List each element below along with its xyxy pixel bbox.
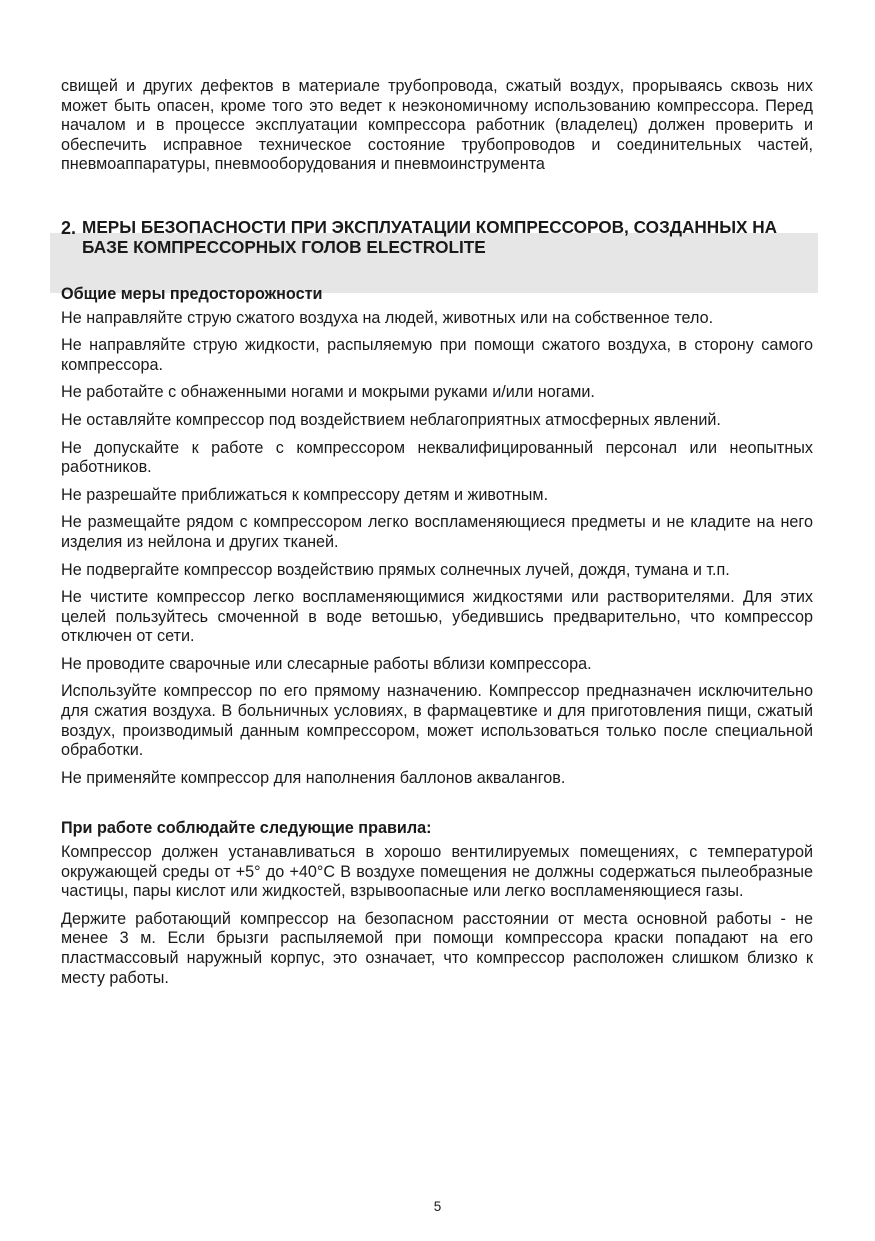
intro-paragraph: свищей и других дефектов в материале трубопровода, сжатый воздух, прорываясь сквозь них может быть опасен, кроме того это ведет к неэкономичному использованию компрессора. Перед началом и в процессе эксплуатации компрессора работник (владелец) должен проверить и обеспечить исправное техническое состояние трубопроводов и соединительных частей, пневмоаппаратуры, пневмооборудования и пневмоинструмента: [61, 77, 813, 174]
general-item: Не разрешайте приближаться к компрессору детям и животным.: [61, 485, 549, 504]
section-heading: [61, 204, 813, 258]
general-item: Используйте компрессор по его прямому назначению. Компрессор предназначен исключительно для сжатия воздуха. В больничных условиях, в фармацевтике и для приготовления пищи, сжатый воздух, производимый данным компрессором, может использоваться только после специальной обработки.: [61, 682, 813, 760]
general-item: Не работайте с обнаженными ногами и мокрыми руками и/или ногами.: [61, 383, 595, 402]
rules-item: Держите работающий компрессор на безопасном расстоянии от места основной работы - не менее 3 м. Если брызги распыляемой при помощи компрессора краски попадают на его пластмассовый наружный корпус, это означает, что компрессор расположен слишком близко к месту работы.: [61, 909, 813, 987]
general-item: Не допускайте к работе с компрессором неквалифицированный персонал или неопытных работников.: [61, 438, 813, 477]
general-item: Не чистите компрессор легко воспламеняющимися жидкостями или растворителями. Для этих целей пользуйтесь смоченной в воде ветошью, убедившись предварительно, что компрессор отключен от сети.: [61, 588, 813, 646]
general-precautions-heading: Общие меры предосторожности: [61, 284, 323, 303]
page-number: 5: [433, 1199, 442, 1214]
general-item: Не направляйте струю сжатого воздуха на людей, животных или на собственное тело.: [61, 308, 714, 327]
section-number: 2.: [61, 217, 77, 238]
general-item: Не размещайте рядом с компрессором легко воспламеняющиеся предметы и не кладите на него изделия из нейлона и других тканей.: [61, 513, 813, 551]
section-title: МЕРЫ БЕЗОПАСНОСТИ ПРИ ЭКСПЛУАТАЦИИ КОМПРЕССОРОВ, СОЗДАННЫХ НА БАЗЕ КОМПРЕССОРНЫХ ГОЛОВ ELECTROLITE: [82, 216, 778, 258]
operating-rules-heading: При работе соблюдайте следующие правила:: [61, 819, 432, 838]
rules-item: Компрессор должен устанавливаться в хорошо вентилируемых помещениях, с температурой окружающей среды от +5° до +40°С В воздухе помещения не должны содержаться пылеобразные частицы, пары кислот или жидкостей, взрывоопасные или легко воспламеняющиеся газы.: [61, 843, 813, 901]
general-item: Не подвергайте компрессор воздействию прямых солнечных лучей, дождя, тумана и т.п.: [61, 560, 730, 579]
general-item: Не применяйте компрессор для наполнения баллонов аквалангов.: [61, 768, 566, 787]
document-page: [61, 77, 813, 996]
general-item: Не направляйте струю жидкости, распыляемую при помощи сжатого воздуха, в сторону самого компрессора.: [61, 336, 813, 374]
general-item: Не оставляйте компрессор под воздействием неблагоприятных атмосферных явлений.: [61, 410, 721, 429]
general-item: Не проводите сварочные или слесарные работы вблизи компрессора.: [61, 654, 592, 673]
